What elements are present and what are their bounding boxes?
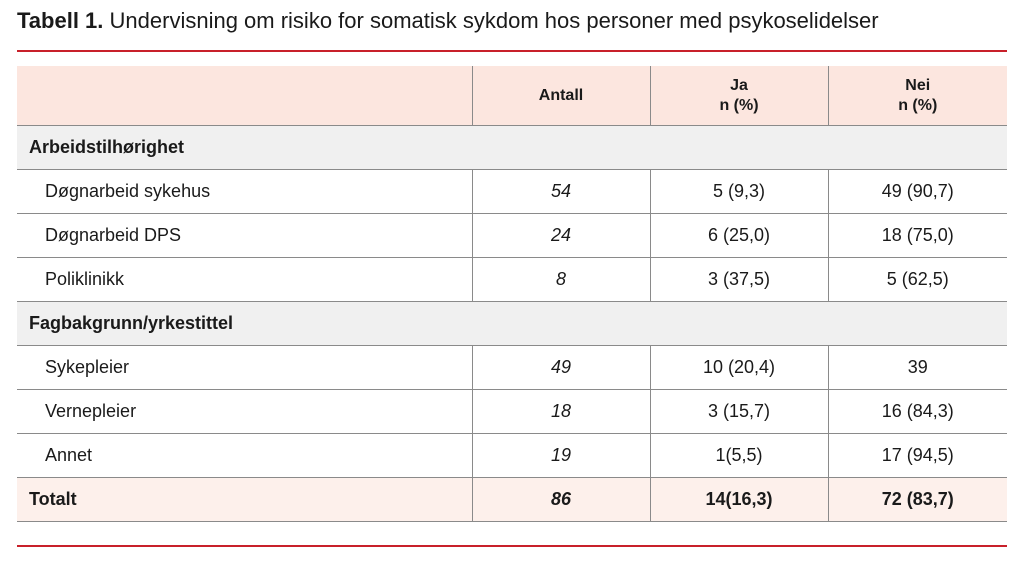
cell-antall: 49 [472,346,650,390]
cell-antall: 19 [472,434,650,478]
header-ja [650,66,828,126]
cell-ja: 6 (25,0) [650,214,828,258]
header-ja-line1: Ja [730,76,748,94]
table-row [17,214,1007,258]
cell-ja: 10 (20,4) [650,346,828,390]
header-row [17,66,1007,126]
row-label: Sykepleier [17,346,472,390]
cell-nei: 49 (90,7) [828,170,1007,214]
section-title: Arbeidstilhørighet [17,126,1007,170]
table-title [17,6,879,36]
table-title-text: Undervisning om risiko for somatisk sykdom hos personer med psykoselidelser [109,8,879,33]
row-label: Vernepleier [17,390,472,434]
cell-ja: 3 (37,5) [650,258,828,302]
header-nei-line2: n (%) [898,96,938,114]
cell-nei: 5 (62,5) [828,258,1007,302]
cell-ja: 5 (9,3) [650,170,828,214]
row-label: Poliklinikk [17,258,472,302]
row-label: Døgnarbeid DPS [17,214,472,258]
row-label: Annet [17,434,472,478]
table-row [17,170,1007,214]
data-table [17,66,1007,522]
table-row [17,346,1007,390]
top-rule [17,50,1007,52]
table-row [17,390,1007,434]
total-nei: 72 (83,7) [828,478,1007,522]
cell-ja: 3 (15,7) [650,390,828,434]
cell-antall: 8 [472,258,650,302]
cell-nei: 16 (84,3) [828,390,1007,434]
table-title-label: Tabell 1. [17,8,104,33]
section-title: Fagbakgrunn/yrkestittel [17,302,1007,346]
header-nei-line1: Nei [905,76,931,94]
cell-nei: 39 [828,346,1007,390]
bottom-rule [17,545,1007,547]
section-row-arbeidstilhorighet [17,126,1007,170]
cell-nei: 18 (75,0) [828,214,1007,258]
table-row [17,258,1007,302]
section-row-fagbakgrunn [17,302,1007,346]
cell-ja: 1(5,5) [650,434,828,478]
total-label: Totalt [17,478,472,522]
total-antall: 86 [472,478,650,522]
cell-antall: 18 [472,390,650,434]
cell-antall: 54 [472,170,650,214]
cell-antall: 24 [472,214,650,258]
header-nei [828,66,1007,126]
header-ja-line2: n (%) [719,96,759,114]
table-row [17,434,1007,478]
header-antall: Antall [472,66,650,126]
total-row [17,478,1007,522]
header-label-cell [17,66,472,126]
row-label: Døgnarbeid sykehus [17,170,472,214]
total-ja: 14(16,3) [650,478,828,522]
cell-nei: 17 (94,5) [828,434,1007,478]
